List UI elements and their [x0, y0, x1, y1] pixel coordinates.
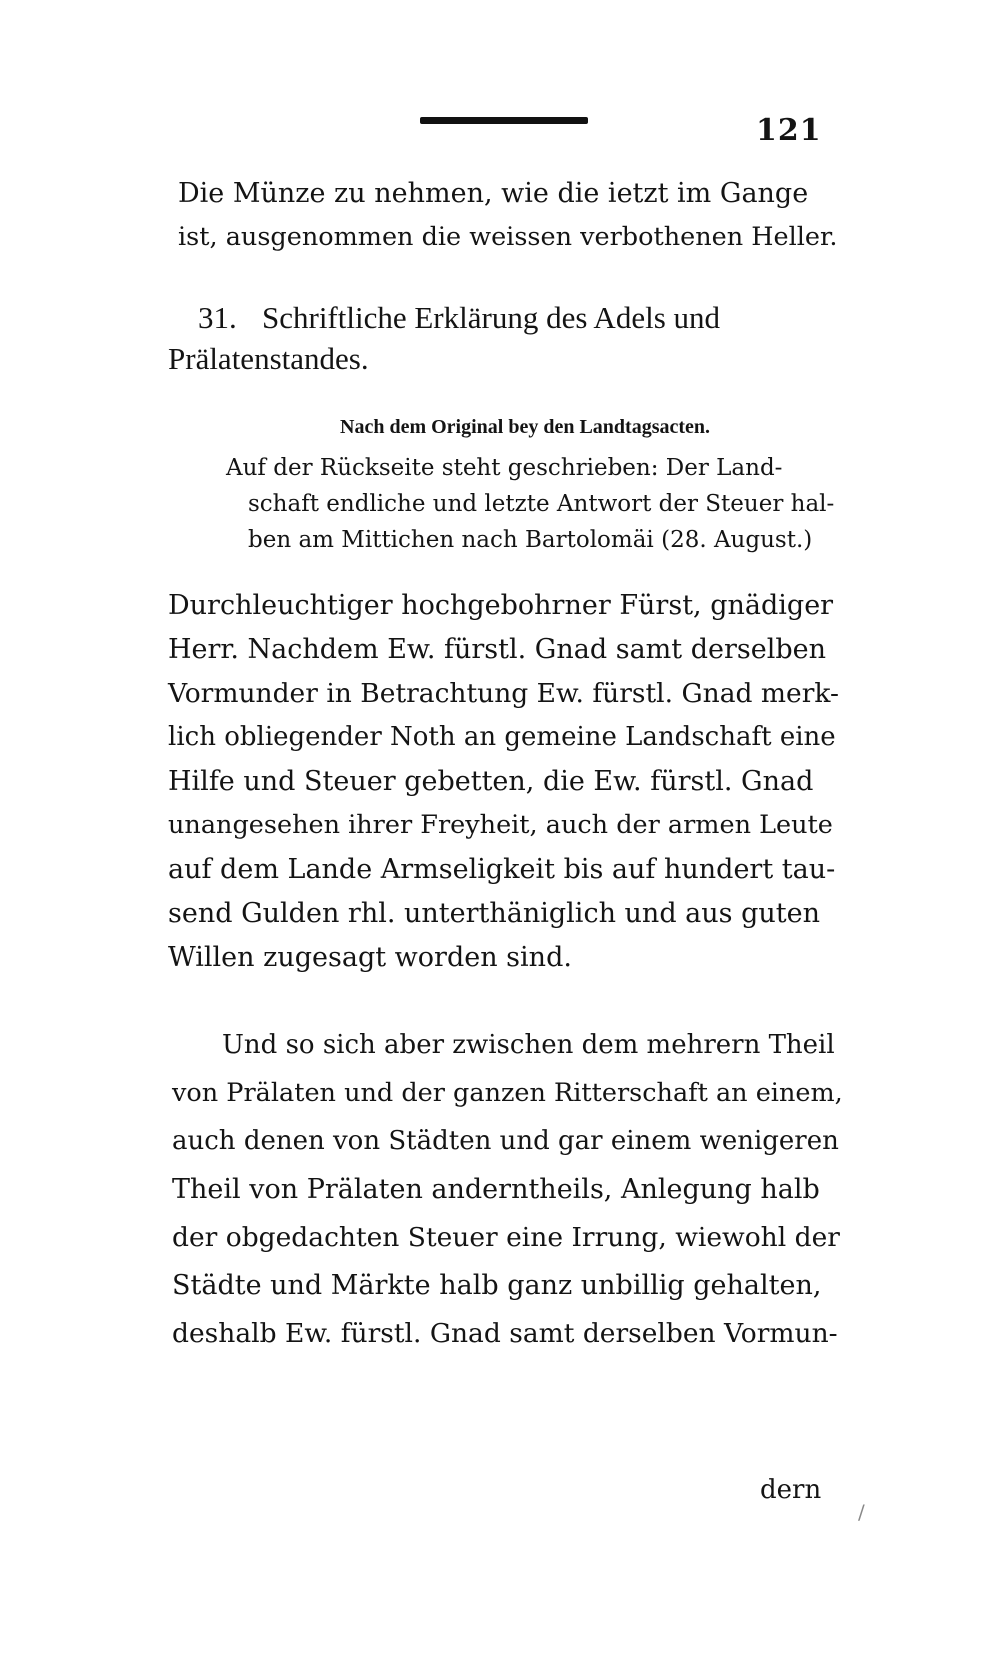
paragraph-line: deshalb Ew. fürstl. Gnad samt derselben Vormun-	[172, 1318, 838, 1349]
paragraph-line: Und so sich aber zwischen dem mehrern Theil	[222, 1030, 835, 1060]
paragraph-line: send Gulden rhl. unterthäniglich und aus guten	[168, 898, 820, 929]
paragraph-line: auch denen von Städten und gar einem wenigeren	[172, 1126, 839, 1156]
paragraph-line: Herr. Nachdem Ew. fürstl. Gnad samt derselben	[168, 634, 826, 665]
paragraph-line: lich obliegender Noth an gemeine Landschaft eine	[168, 722, 836, 752]
paragraph-line: Vormunder in Betrachtung Ew. fürstl. Gnad merk-	[168, 678, 839, 709]
paragraph-line: Städte und Märkte halb ganz unbillig gehalten,	[172, 1270, 822, 1301]
section-title: Schriftliche Erklärung des Adels und	[262, 300, 721, 335]
print-mark: /	[858, 1500, 865, 1524]
paragraph-line: auf dem Lande Armseligkeit bis auf hundert tau-	[168, 854, 836, 885]
page-number: 121	[756, 113, 822, 148]
paragraph-line: Theil von Prälaten anderntheils, Anlegung halb	[172, 1174, 820, 1205]
paragraph-line: der obgedachten Steuer eine Irrung, wiewohl der	[172, 1222, 840, 1253]
header-rule	[420, 117, 588, 124]
section-number: 31.	[198, 300, 237, 335]
source-note: Nach dem Original bey den Landtagsacten.	[340, 416, 711, 438]
paragraph-line: Willen zugesagt worden sind.	[168, 942, 572, 973]
intro-line: ist, ausgenommen die weissen verbothenen Heller.	[178, 222, 838, 252]
paragraph-line: Durchleuchtiger hochgebohrner Fürst, gnädiger	[168, 590, 834, 621]
paragraph-line: unangesehen ihrer Freyheit, auch der armen Leute	[168, 810, 833, 840]
paragraph-line: Hilfe und Steuer gebetten, die Ew. fürstl. Gnad	[168, 766, 814, 797]
endorsement-line: schaft endliche und letzte Antwort der Steuer hal-	[248, 491, 835, 517]
paragraph-line: von Prälaten und der ganzen Ritterschaft an einem,	[172, 1078, 843, 1108]
section-title-continued: Prälatenstandes.	[168, 341, 369, 376]
catchword: dern	[760, 1475, 822, 1505]
endorsement-line: Auf der Rückseite steht geschrieben: Der Land-	[226, 455, 783, 481]
intro-line: Die Münze zu nehmen, wie die ietzt im Gange	[178, 178, 809, 209]
endorsement-line: ben am Mittichen nach Bartolomäi (28. August.)	[248, 527, 813, 553]
